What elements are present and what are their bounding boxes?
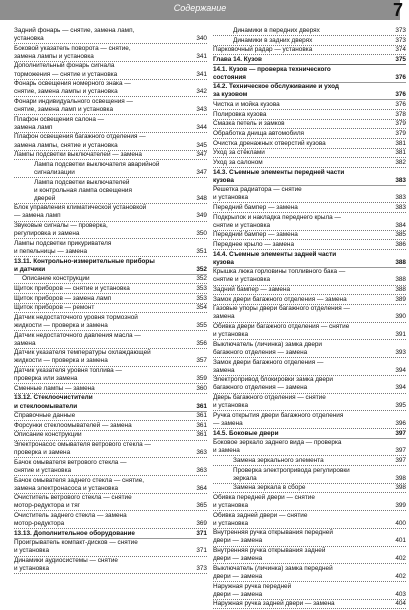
toc-entry bbox=[213, 140, 406, 148]
toc-entry-title: Дополнительный фонарь сигнала торможения — снятие и установка bbox=[14, 62, 118, 78]
toc-entry bbox=[213, 204, 406, 212]
toc-left-column bbox=[14, 27, 207, 575]
toc-entry-page: 397 bbox=[395, 447, 406, 455]
toc-entry bbox=[14, 459, 207, 475]
toc-entry bbox=[14, 557, 207, 573]
toc-entry-title: Ручка открытия двери багажного отделения — замена bbox=[213, 411, 344, 427]
toc-entry-page: 363 bbox=[196, 466, 207, 474]
toc-entry-title: Дверь багажного отделения — снятие и установка bbox=[213, 394, 326, 410]
toc-entry bbox=[14, 295, 207, 303]
toc-entry bbox=[14, 422, 207, 430]
toc-entry-page: 383 bbox=[395, 194, 406, 202]
toc-entry-title: 14.5. Боковые двери bbox=[213, 429, 279, 437]
toc-entry-page: 361 bbox=[196, 431, 207, 439]
toc-entry-page: 364 bbox=[196, 484, 207, 492]
toc-entry bbox=[14, 133, 207, 149]
toc-entry bbox=[14, 332, 207, 348]
toc-entry bbox=[213, 46, 406, 54]
toc-entry bbox=[14, 161, 207, 177]
toc-entry bbox=[213, 214, 406, 230]
toc-entry-page: 376 bbox=[395, 101, 406, 109]
toc-entry-title: Лампа подсветки выключателя аварийной сигнализации bbox=[34, 160, 160, 176]
toc-entry bbox=[213, 484, 406, 492]
toc-entry-title: Динамики аудиосистемы — снятие и установка bbox=[14, 557, 118, 573]
toc-entry-page: 397 bbox=[395, 429, 406, 437]
toc-entry-page: 345 bbox=[196, 141, 207, 149]
toc-entry-title: 13.12. Стеклоочистители и стеклоомыватели bbox=[14, 394, 93, 410]
toc-entry-title: Справочные данные bbox=[14, 412, 76, 420]
toc-entry-page: 356 bbox=[196, 339, 207, 347]
toc-entry bbox=[213, 467, 406, 483]
toc-entry-page: 343 bbox=[196, 106, 207, 114]
toc-entry-title: Динамики в задних дверях bbox=[233, 36, 313, 44]
toc-entry-title: Проверка электропривода регулировки зеркала bbox=[233, 466, 350, 482]
toc-section-entry bbox=[213, 430, 406, 438]
toc-entry-page: 352 bbox=[196, 265, 207, 273]
toc-entry-title: Внутренняя ручка открывания задней двери — замена bbox=[213, 547, 326, 563]
toc-entry-page: 373 bbox=[395, 36, 406, 44]
toc-entry-page: 391 bbox=[395, 331, 406, 339]
toc-entry-title: 13.13. Дополнительное оборудование bbox=[14, 529, 135, 537]
toc-entry bbox=[213, 305, 406, 321]
toc-entry-title: Внутренняя ручка открывания передней двери — замена bbox=[213, 529, 333, 545]
toc-entry-title: Форсунки стеклоомывателей — замена bbox=[14, 421, 132, 429]
toc-entry-title: Выключатель (личинка) замка двери багажного отделения — замена bbox=[213, 340, 323, 356]
toc-entry bbox=[213, 439, 406, 455]
toc-entry bbox=[14, 27, 207, 43]
toc-entry bbox=[213, 186, 406, 202]
toc-entry-page: 398 bbox=[395, 484, 406, 492]
toc-entry-title: Обивка передней двери — снятие и установка bbox=[213, 493, 315, 510]
toc-entry-title: Датчик указателя температуры охлаждающей жидкости — проверка и замена bbox=[14, 349, 151, 365]
toc-entry-title: Электропривод блокировки замка двери багажного отделения — замена bbox=[213, 376, 334, 392]
toc-entry-title: Переднее крыло — замена bbox=[213, 241, 295, 248]
toc-entry-title: Передний бампер — замена bbox=[213, 231, 298, 239]
toc-entry-page: 353 bbox=[196, 284, 207, 292]
toc-entry-title: 14.3. Съемные элементы передней части кузова bbox=[213, 168, 345, 184]
toc-entry bbox=[213, 159, 406, 167]
toc-entry-title: Датчик недостаточного давления масла — замена bbox=[14, 331, 141, 347]
toc-entry bbox=[14, 98, 207, 114]
toc-entry bbox=[213, 37, 406, 45]
toc-entry bbox=[213, 231, 406, 239]
toc-section-entry bbox=[14, 394, 207, 410]
toc-entry-page: 383 bbox=[395, 203, 406, 211]
toc-entry bbox=[14, 314, 207, 330]
toc-entry-title: Бачок омывателя заднего стекла — снятие, замена электронасоса и установка bbox=[14, 476, 145, 492]
toc-entry bbox=[14, 349, 207, 365]
toc-entry-title: Плафон освещения багажного отделения — замена лампы, снятие и установка bbox=[14, 133, 146, 149]
toc-entry bbox=[14, 539, 207, 555]
toc-entry bbox=[14, 80, 207, 96]
toc-entry bbox=[14, 441, 207, 457]
toc-entry bbox=[14, 494, 207, 510]
toc-entry-title: Задний фонарь — снятие, замена ламп, установка bbox=[14, 27, 135, 43]
toc-entry-title: Датчик недостаточного уровня тормозной жидкости — проверка и замена bbox=[14, 313, 138, 329]
toc-entry-title: Лампы подсветки выключателей — замена bbox=[14, 151, 142, 159]
toc-entry-page: 357 bbox=[196, 357, 207, 365]
toc-entry-title: Парковочный радар — установка bbox=[213, 46, 313, 54]
toc-entry bbox=[213, 286, 406, 294]
toc-entry bbox=[213, 600, 406, 608]
toc-entry-title: 14.4. Съемные элементы задней части кузова bbox=[213, 250, 337, 266]
toc-entry-page: 379 bbox=[395, 129, 406, 137]
toc-entry-page: 400 bbox=[395, 519, 406, 527]
toc-entry bbox=[213, 583, 406, 599]
toc-entry bbox=[213, 296, 406, 304]
toc-entry bbox=[213, 394, 406, 410]
toc-entry-title: Звуковые сигналы — проверка, регулировка и замена bbox=[14, 222, 108, 238]
toc-entry-page: 344 bbox=[196, 123, 207, 131]
toc-entry-page: 378 bbox=[395, 110, 406, 118]
toc-entry-page: 401 bbox=[395, 537, 406, 545]
toc-entry bbox=[14, 151, 207, 159]
toc-entry-page: 402 bbox=[395, 572, 406, 580]
toc-section-entry bbox=[14, 258, 207, 274]
toc-entry-page: 376 bbox=[395, 73, 406, 81]
toc-entry-title: Полировка кузова bbox=[213, 110, 267, 118]
toc-entry-page: 355 bbox=[196, 321, 207, 329]
toc-entry bbox=[213, 359, 406, 375]
toc-entry-page: 403 bbox=[395, 590, 406, 598]
toc-entry bbox=[14, 385, 207, 393]
toc-entry-title: Боковое зеркало заднего вида — проверка и замена bbox=[213, 439, 342, 455]
toc-entry-page: 393 bbox=[395, 348, 406, 356]
toc-entry-page: 397 bbox=[395, 456, 406, 464]
toc-section-entry bbox=[14, 530, 207, 538]
toc-entry bbox=[213, 457, 406, 465]
toc-entry bbox=[14, 367, 207, 383]
toc-entry-page: 396 bbox=[395, 419, 406, 427]
toc-entry bbox=[14, 412, 207, 420]
toc-entry-title: Обработка днища автомобиля bbox=[213, 129, 305, 137]
toc-entry-title: Сменные лампы — замена bbox=[14, 384, 95, 392]
toc-entry-title: Электронасос омывателя ветрового стекла — проверка и замена bbox=[14, 441, 151, 457]
toc-entry-page: 382 bbox=[395, 158, 406, 166]
toc-entry-title: Передний бампер — замена bbox=[213, 203, 298, 211]
toc-entry-title: Выключатель (личинка) замка передней двери — замена bbox=[213, 564, 333, 580]
toc-entry-title: Датчик указателя уровня топлива — проверка или замена bbox=[14, 367, 122, 383]
toc-entry-page: 369 bbox=[196, 520, 207, 528]
toc-entry-title: Блок управления климатической установкой — замена ламп bbox=[14, 204, 147, 220]
toc-entry bbox=[14, 204, 207, 220]
toc-entry-title: Динамики в передних дверях bbox=[233, 27, 320, 34]
toc-entry-page: 361 bbox=[196, 421, 207, 429]
toc-entry-page: 398 bbox=[395, 474, 406, 482]
toc-entry-title: Газовые упоры двери багажного отделения — замена bbox=[213, 305, 350, 321]
toc-entry-page: 388 bbox=[395, 276, 406, 284]
toc-entry-page: 354 bbox=[196, 304, 207, 312]
toc-entry-page: 373 bbox=[196, 565, 207, 573]
toc-entry bbox=[213, 494, 406, 510]
toc-entry-page: 388 bbox=[395, 286, 406, 294]
toc-entry-page: 375 bbox=[395, 55, 406, 63]
toc-entry-title: Боковой указатель поворота — снятие, замена лампы и установка bbox=[14, 44, 131, 60]
toc-entry bbox=[14, 477, 207, 493]
toc-entry-title: Описание конструкции bbox=[22, 275, 90, 283]
toc-right-column bbox=[213, 27, 406, 610]
toc-entry-title: Лампа подсветки выключателей и контрольная лампа освещения дверей bbox=[34, 178, 132, 202]
toc-entry-page: 359 bbox=[196, 375, 207, 383]
toc-entry-title: Обивка двери багажного отделения — снятие и установка bbox=[213, 323, 350, 339]
toc-entry-title: Щиток приборов — ремонт bbox=[14, 304, 95, 312]
toc-entry bbox=[14, 179, 207, 203]
toc-entry-page: 349 bbox=[196, 212, 207, 220]
toc-entry bbox=[14, 62, 207, 78]
toc-entry-title: Фонари индивидуального освещения — снятие, замена ламп и установка bbox=[14, 97, 133, 114]
toc-entry-page: 390 bbox=[395, 313, 406, 321]
toc-section-entry bbox=[213, 83, 406, 99]
toc-entry-page: 399 bbox=[395, 502, 406, 510]
toc-entry-page: 371 bbox=[196, 547, 207, 555]
toc-entry-page: 374 bbox=[395, 46, 406, 54]
toc-entry bbox=[213, 529, 406, 545]
toc-entry-title: Чистка и мойка кузова bbox=[213, 101, 280, 109]
toc-entry-page: 385 bbox=[395, 231, 406, 239]
toc-entry bbox=[14, 512, 207, 528]
toc-entry bbox=[213, 376, 406, 392]
toc-entry-title: Глава 14. Кузов bbox=[213, 55, 262, 63]
toc-entry bbox=[14, 431, 207, 439]
toc-entry-title: Наружная ручка передней двери — замена bbox=[213, 582, 292, 598]
toc-entry-title: Лампы подсветки прикуривателя и пепельницы — замена bbox=[14, 239, 112, 255]
toc-entry-page: 384 bbox=[395, 221, 406, 229]
toc-entry-page: 395 bbox=[395, 402, 406, 410]
toc-entry bbox=[14, 285, 207, 293]
toc-entry bbox=[14, 116, 207, 132]
toc-entry bbox=[213, 512, 406, 528]
toc-entry-title: Щиток приборов — снятие и установка bbox=[14, 284, 130, 292]
toc-entry-page: 361 bbox=[196, 412, 207, 420]
toc-entry-title: Очиститель заднего стекла — замена мотор-редуктора bbox=[14, 512, 127, 528]
toc-entry-page: 386 bbox=[395, 241, 406, 248]
toc-entry-title: Уход за стёклами bbox=[213, 149, 265, 157]
page-number: 7 bbox=[392, 0, 403, 20]
toc-entry-title: Очиститель ветрового стекла — снятие мотор-редуктора и тяг bbox=[14, 494, 132, 510]
toc-entry bbox=[213, 120, 406, 128]
toc-section-entry bbox=[213, 169, 406, 185]
toc-entry-title: 13.11. Контрольно-измерительные приборы и датчики bbox=[14, 257, 155, 273]
toc-entry bbox=[14, 240, 207, 256]
toc-entry-title: Решетка радиатора — снятие и установка bbox=[213, 186, 302, 202]
toc-entry-title: Уход за салоном bbox=[213, 158, 263, 166]
toc-section-entry bbox=[213, 251, 406, 267]
toc-entry-page: 361 bbox=[196, 402, 207, 410]
toc-entry-title: Щиток приборов — замена ламп bbox=[14, 294, 112, 302]
toc-entry bbox=[213, 130, 406, 138]
toc-entry-page: 350 bbox=[196, 230, 207, 238]
toc-entry bbox=[213, 268, 406, 284]
toc-entry-page: 381 bbox=[395, 149, 406, 157]
toc-entry-page: 340 bbox=[196, 35, 207, 43]
toc-entry-page: 347 bbox=[196, 151, 207, 159]
toc-entry-title: Замок двери багажного отделения — замена bbox=[213, 358, 324, 374]
toc-entry-page: 381 bbox=[395, 139, 406, 147]
toc-entry-page: 402 bbox=[395, 555, 406, 563]
toc-entry-title: Наружная ручка задней двери — замена bbox=[213, 600, 335, 608]
toc-entry-page: 383 bbox=[395, 176, 406, 184]
toc-entry-title: Смазка петель и замков bbox=[213, 120, 285, 128]
toc-entry-title: Плафон освещения салона — замена ламп bbox=[14, 115, 105, 131]
toc-entry-page: 379 bbox=[395, 120, 406, 128]
toc-entry-page: 389 bbox=[395, 295, 406, 303]
toc-entry-page: 363 bbox=[196, 449, 207, 457]
toc-entry-title: 14.1. Кузов — проверка технического состояния bbox=[213, 65, 331, 81]
toc-entry-page: 341 bbox=[196, 52, 207, 60]
toc-entry-page: 352 bbox=[196, 275, 207, 283]
toc-entry bbox=[213, 27, 406, 35]
toc-entry-title: Бачок омывателя ветрового стекла — снятие и установка bbox=[14, 458, 127, 474]
toc-entry-page: 365 bbox=[196, 502, 207, 510]
toc-entry-page: 348 bbox=[196, 194, 207, 202]
toc-entry-title: Замок двери багажного отделения — замена bbox=[213, 295, 347, 303]
toc-entry-page: 371 bbox=[196, 529, 207, 537]
toc-entry-title: Описание конструкции bbox=[14, 431, 82, 439]
toc-entry-title: Замена зеркала в сборе bbox=[233, 484, 306, 492]
toc-entry-title: Фонарь освещения номерного знака — снятие, замена лампы и установка bbox=[14, 80, 131, 96]
toc-entry-title: Проигрыватель компакт-дисков — снятие и установка bbox=[14, 539, 138, 555]
toc-entry-title: Задний бампер — замена bbox=[213, 286, 291, 294]
toc-entry bbox=[213, 111, 406, 119]
toc-entry bbox=[14, 304, 207, 312]
toc-entry-title: Очистка дренажных отверстий кузова bbox=[213, 139, 326, 147]
toc-entry bbox=[213, 101, 406, 109]
toc-entry-page: 341 bbox=[196, 70, 207, 78]
toc-entry bbox=[213, 341, 406, 357]
toc-entry bbox=[213, 323, 406, 339]
toc-entry-page: 394 bbox=[395, 366, 406, 374]
toc-chapter-entry bbox=[213, 56, 406, 64]
toc-entry bbox=[213, 565, 406, 581]
toc-section-entry bbox=[213, 66, 406, 82]
toc-entry bbox=[14, 275, 207, 283]
toc-entry bbox=[213, 241, 406, 249]
toc-entry-page: 388 bbox=[395, 258, 406, 266]
toc-entry bbox=[213, 149, 406, 157]
toc-entry-page: 351 bbox=[196, 247, 207, 255]
toc-entry-title: Подкрылок и накладка переднего крыла — снятие и установка bbox=[213, 213, 341, 229]
toc-entry bbox=[213, 547, 406, 563]
toc-entry-page: 347 bbox=[196, 168, 207, 176]
toc-entry-page: 376 bbox=[395, 91, 406, 99]
toc-entry-page: 373 bbox=[395, 27, 406, 34]
toc-entry-page: 360 bbox=[196, 384, 207, 392]
toc-entry-page: 353 bbox=[196, 294, 207, 302]
toc-entry-page: 342 bbox=[196, 88, 207, 96]
toc-entry-page: 394 bbox=[395, 384, 406, 392]
toc-entry-page: 404 bbox=[395, 600, 406, 608]
header-title: Содержание bbox=[173, 3, 227, 13]
page-header bbox=[0, 0, 409, 22]
toc-entry bbox=[14, 222, 207, 238]
toc-entry bbox=[14, 45, 207, 61]
toc-entry-title: Обивка задней двери — снятие и установка bbox=[213, 511, 308, 527]
toc-entry-title: 14.2. Техническое обслуживание и уход за кузовом bbox=[213, 83, 339, 99]
toc-entry-title: Замена зеркального элемента bbox=[233, 456, 324, 464]
toc-entry-title: Крышка люка горловины топливного бака — снятие и установка bbox=[213, 268, 346, 284]
toc-entry bbox=[213, 412, 406, 428]
